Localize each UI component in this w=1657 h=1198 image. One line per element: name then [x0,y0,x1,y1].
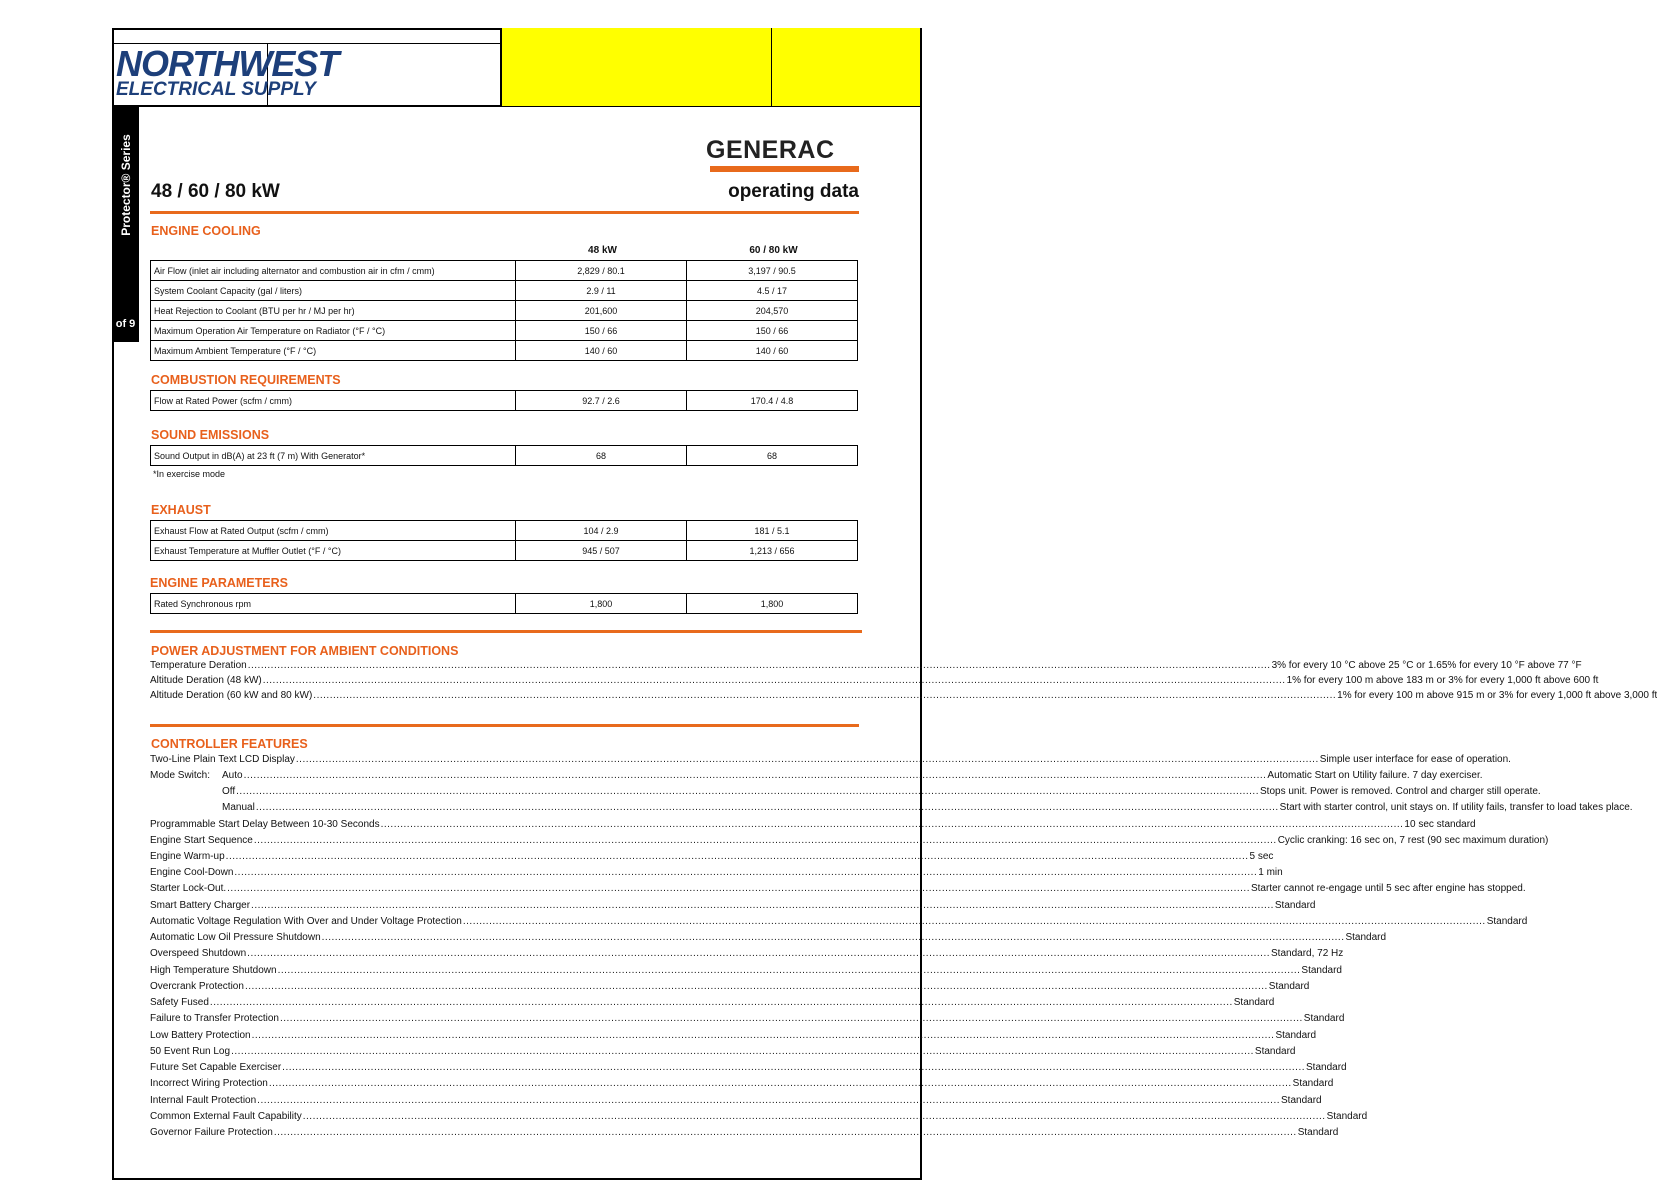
dot-leader [303,1111,1326,1122]
row-label: Engine Start Sequence [150,835,253,846]
table-row [151,391,858,411]
dot-leader [463,916,1486,927]
row-value: Standard [1292,1078,1334,1089]
row-label: Starter Lock-Out. [150,883,227,894]
dot-leader [251,900,1274,911]
dot-leader [227,883,1250,894]
section-heading-combustion: COMBUSTION REQUIREMENTS [151,373,341,387]
row-label: System Coolant Capacity (gal / liters) [151,281,516,301]
page-count: of 9 [115,318,136,330]
row-label: Smart Battery Charger [150,900,251,911]
section-heading-engine-cooling: ENGINE COOLING [151,224,261,238]
dot-leader [278,965,1301,976]
table-row [151,281,858,301]
combustion-table [150,390,858,411]
row-label: Maximum Operation Air Temperature on Radiator (°F / °C) [151,321,516,341]
table-row [151,301,858,321]
row-label: Incorrect Wiring Protection [150,1078,268,1089]
dot-leader [234,867,1257,878]
column-header-48kw: 48 kW [588,245,617,256]
leader-row [150,770,1483,786]
value-60-80kw: 181 / 5.1 [687,521,858,541]
row-label: Governor Failure Protection [150,1127,273,1138]
row-label: Off [222,786,236,797]
dot-leader [226,851,1249,862]
row-label: Automatic Low Oil Pressure Shutdown [150,932,321,943]
row-label: Internal Fault Protection [150,1095,257,1106]
dot-leader [244,770,1267,781]
leader-row [150,867,1283,883]
row-value: Standard [1274,900,1316,911]
dot-leader [274,1127,1297,1138]
row-label: Temperature Deration [150,660,247,671]
dot-leader [313,690,1336,701]
footnote: *In exercise mode [153,469,226,479]
dot-leader [256,802,1279,813]
leader-row [150,786,1541,802]
leader-row [150,1095,1322,1111]
row-label: Altitude Deration (60 kW and 80 kW) [150,690,313,701]
logo-line2: ELECTRICAL SUPPLY [116,79,316,100]
engine-cooling-table [150,260,858,361]
leader-row [150,802,1633,818]
leader-row [150,835,1549,851]
leader-row [150,1127,1339,1143]
row-value: Standard [1275,1030,1317,1041]
row-label: Automatic Voltage Regulation With Over and Under Voltage Protection [150,916,462,927]
row-value: 1 min [1258,867,1283,878]
table-row [151,321,858,341]
value-48kw: 92.7 / 2.6 [516,391,687,411]
page-title: 48 / 60 / 80 kW [151,181,280,202]
leader-row [150,932,1387,948]
row-value: Standard [1268,981,1310,992]
dot-leader [257,1095,1280,1106]
section-heading-controller: CONTROLLER FEATURES [151,737,308,751]
leader-row [150,851,1274,867]
leader-row [150,690,1657,706]
row-value: Standard [1306,1062,1347,1073]
row-value: 3% for every 10 °C above 25 °C or 1.65% for every 10 °F above 77 °F [1271,660,1582,671]
value-48kw: 2,829 / 80.1 [516,261,687,281]
dot-leader [254,835,1277,846]
header-yellow-cell [500,28,772,106]
section-rule [150,724,859,727]
sound-table [150,445,858,466]
row-label: Common External Fault Capability [150,1111,302,1122]
leader-row [150,754,1511,770]
row-label: Maximum Ambient Temperature (°F / °C) [151,341,516,361]
dot-leader [280,1013,1303,1024]
row-value: Standard, 72 Hz [1271,948,1344,959]
dot-leader [210,997,1233,1008]
row-label: Future Set Capable Exerciser [150,1062,282,1073]
section-heading-engine-parameters: ENGINE PARAMETERS [150,576,288,590]
dot-leader [252,1030,1275,1041]
value-60-80kw: 3,197 / 90.5 [687,261,858,281]
value-60-80kw: 1,213 / 656 [687,541,858,561]
value-48kw: 104 / 2.9 [516,521,687,541]
row-value: Standard [1303,1013,1345,1024]
row-label: Low Battery Protection [150,1030,251,1041]
header-top-cell [113,28,501,44]
northwest-logo [116,43,339,104]
leader-row [150,948,1344,964]
table-row [151,541,858,561]
leader-row [150,997,1275,1013]
series-text: Protector® Series [118,134,133,236]
value-48kw: 1,800 [516,594,687,614]
leader-row [150,900,1316,916]
logo-line1: NORTHWEST [116,43,339,84]
row-label: Two-Line Plain Text LCD Display [150,754,295,765]
row-value: Standard [1326,1111,1368,1122]
table-row [151,521,858,541]
row-value: Standard [1301,965,1342,976]
value-48kw: 150 / 66 [516,321,687,341]
table-row [151,594,858,614]
generac-logo-bar [710,166,859,172]
leader-row [150,675,1599,691]
leader-row [150,1078,1334,1094]
dot-leader [247,948,1270,959]
engine-parameters-table [150,593,858,614]
value-48kw: 68 [516,446,687,466]
value-60-80kw: 4.5 / 17 [687,281,858,301]
row-label: Programmable Start Delay Between 10-30 Seconds [150,819,380,830]
header-yellow-cell-right [772,28,922,106]
leader-row [150,1046,1296,1062]
dot-leader [322,932,1345,943]
table-row [151,446,858,466]
leader-row [150,1013,1345,1029]
row-label: Overspeed Shutdown [150,948,247,959]
row-label: Overcrank Protection [150,981,244,992]
dot-leader [245,981,1268,992]
section-rule [150,630,862,633]
leader-row [150,1111,1368,1127]
dot-leader [236,786,1259,797]
row-label: Auto [222,770,243,781]
row-label: High Temperature Shutdown [150,965,277,976]
row-value: Standard [1281,1095,1322,1106]
series-label [112,110,139,260]
row-value: Standard [1486,916,1528,927]
value-60-80kw: 150 / 66 [687,321,858,341]
row-label: Sound Output in dB(A) at 23 ft (7 m) With Generator* [151,446,516,466]
section-heading-sound: SOUND EMISSIONS [151,428,270,442]
value-60-80kw: 68 [687,446,858,466]
row-value: 1% for every 100 m above 915 m or 3% for every 1,000 ft above 3,000 ft [1337,690,1657,701]
dot-leader [296,754,1319,765]
row-label: Rated Synchronous rpm [151,594,516,614]
leader-row [150,819,1476,835]
dot-leader [263,675,1286,686]
row-label: Engine Cool-Down [150,867,234,878]
row-value: 5 sec [1249,851,1274,862]
value-48kw: 2.9 / 11 [516,281,687,301]
row-value: Starter cannot re-engage until 5 sec after engine has stopped. [1250,883,1526,894]
value-60-80kw: 204,570 [687,301,858,321]
row-value: Automatic Start on Utility failure. 7 day exerciser. [1267,770,1483,781]
row-value: Standard [1345,932,1387,943]
value-60-80kw: 170.4 / 4.8 [687,391,858,411]
row-label: Manual [222,802,255,813]
row-label: Exhaust Temperature at Muffler Outlet (°F / °C) [151,541,516,561]
leader-row [150,981,1310,997]
leader-row [150,916,1528,932]
row-label: Safety Fused [150,997,209,1008]
table-row [151,341,858,361]
row-label: Altitude Deration (48 kW) [150,675,262,686]
row-value: 10 sec standard [1404,819,1476,830]
row-value: Standard [1254,1046,1296,1057]
row-label: 50 Event Run Log [150,1046,231,1057]
section-heading-power-adjustment: POWER ADJUSTMENT FOR AMBIENT CONDITIONS [151,644,459,658]
leader-row [150,660,1582,676]
title-rule [150,211,859,214]
row-label: Flow at Rated Power (scfm / cmm) [151,391,516,411]
dot-leader [231,1046,1254,1057]
generac-logo: GENERAC [706,136,835,164]
row-value: Simple user interface for ease of operation. [1319,754,1511,765]
leader-row [150,1030,1317,1046]
row-value: Standard [1297,1127,1339,1138]
exhaust-table [150,520,858,561]
value-60-80kw: 1,800 [687,594,858,614]
value-60-80kw: 140 / 60 [687,341,858,361]
row-label: Failure to Transfer Protection [150,1013,279,1024]
column-header-60-80kw: 60 / 80 kW [749,245,798,256]
value-48kw: 140 / 60 [516,341,687,361]
dot-leader [381,819,1404,830]
value-48kw: 201,600 [516,301,687,321]
row-value: Start with starter control, unit stays on. If utility fails, transfer to load takes place. [1279,802,1633,813]
mode-switch-label: Mode Switch: [150,770,211,781]
row-value: Standard [1233,997,1275,1008]
leader-row [150,965,1342,981]
row-value: 1% for every 100 m above 183 m or 3% for every 1,000 ft above 600 ft [1286,675,1599,686]
section-heading-exhaust: EXHAUST [151,503,211,517]
row-label: Engine Warm-up [150,851,225,862]
dot-leader [248,660,1271,671]
row-label: Heat Rejection to Coolant (BTU per hr / MJ per hr) [151,301,516,321]
leader-row [150,883,1526,899]
row-label: Exhaust Flow at Rated Output (scfm / cmm) [151,521,516,541]
dot-leader [282,1062,1305,1073]
dot-leader [269,1078,1292,1089]
row-value: Cyclic cranking: 16 sec on, 7 rest (90 sec maximum duration) [1277,835,1549,846]
doc-type-label: operating data [728,181,859,202]
row-label: Air Flow (inlet air including alternator and combustion air in cfm / cmm) [151,261,516,281]
value-48kw: 945 / 507 [516,541,687,561]
row-value: Stops unit. Power is removed. Control and charger still operate. [1260,786,1541,797]
table-row [151,261,858,281]
leader-row [150,1062,1347,1078]
